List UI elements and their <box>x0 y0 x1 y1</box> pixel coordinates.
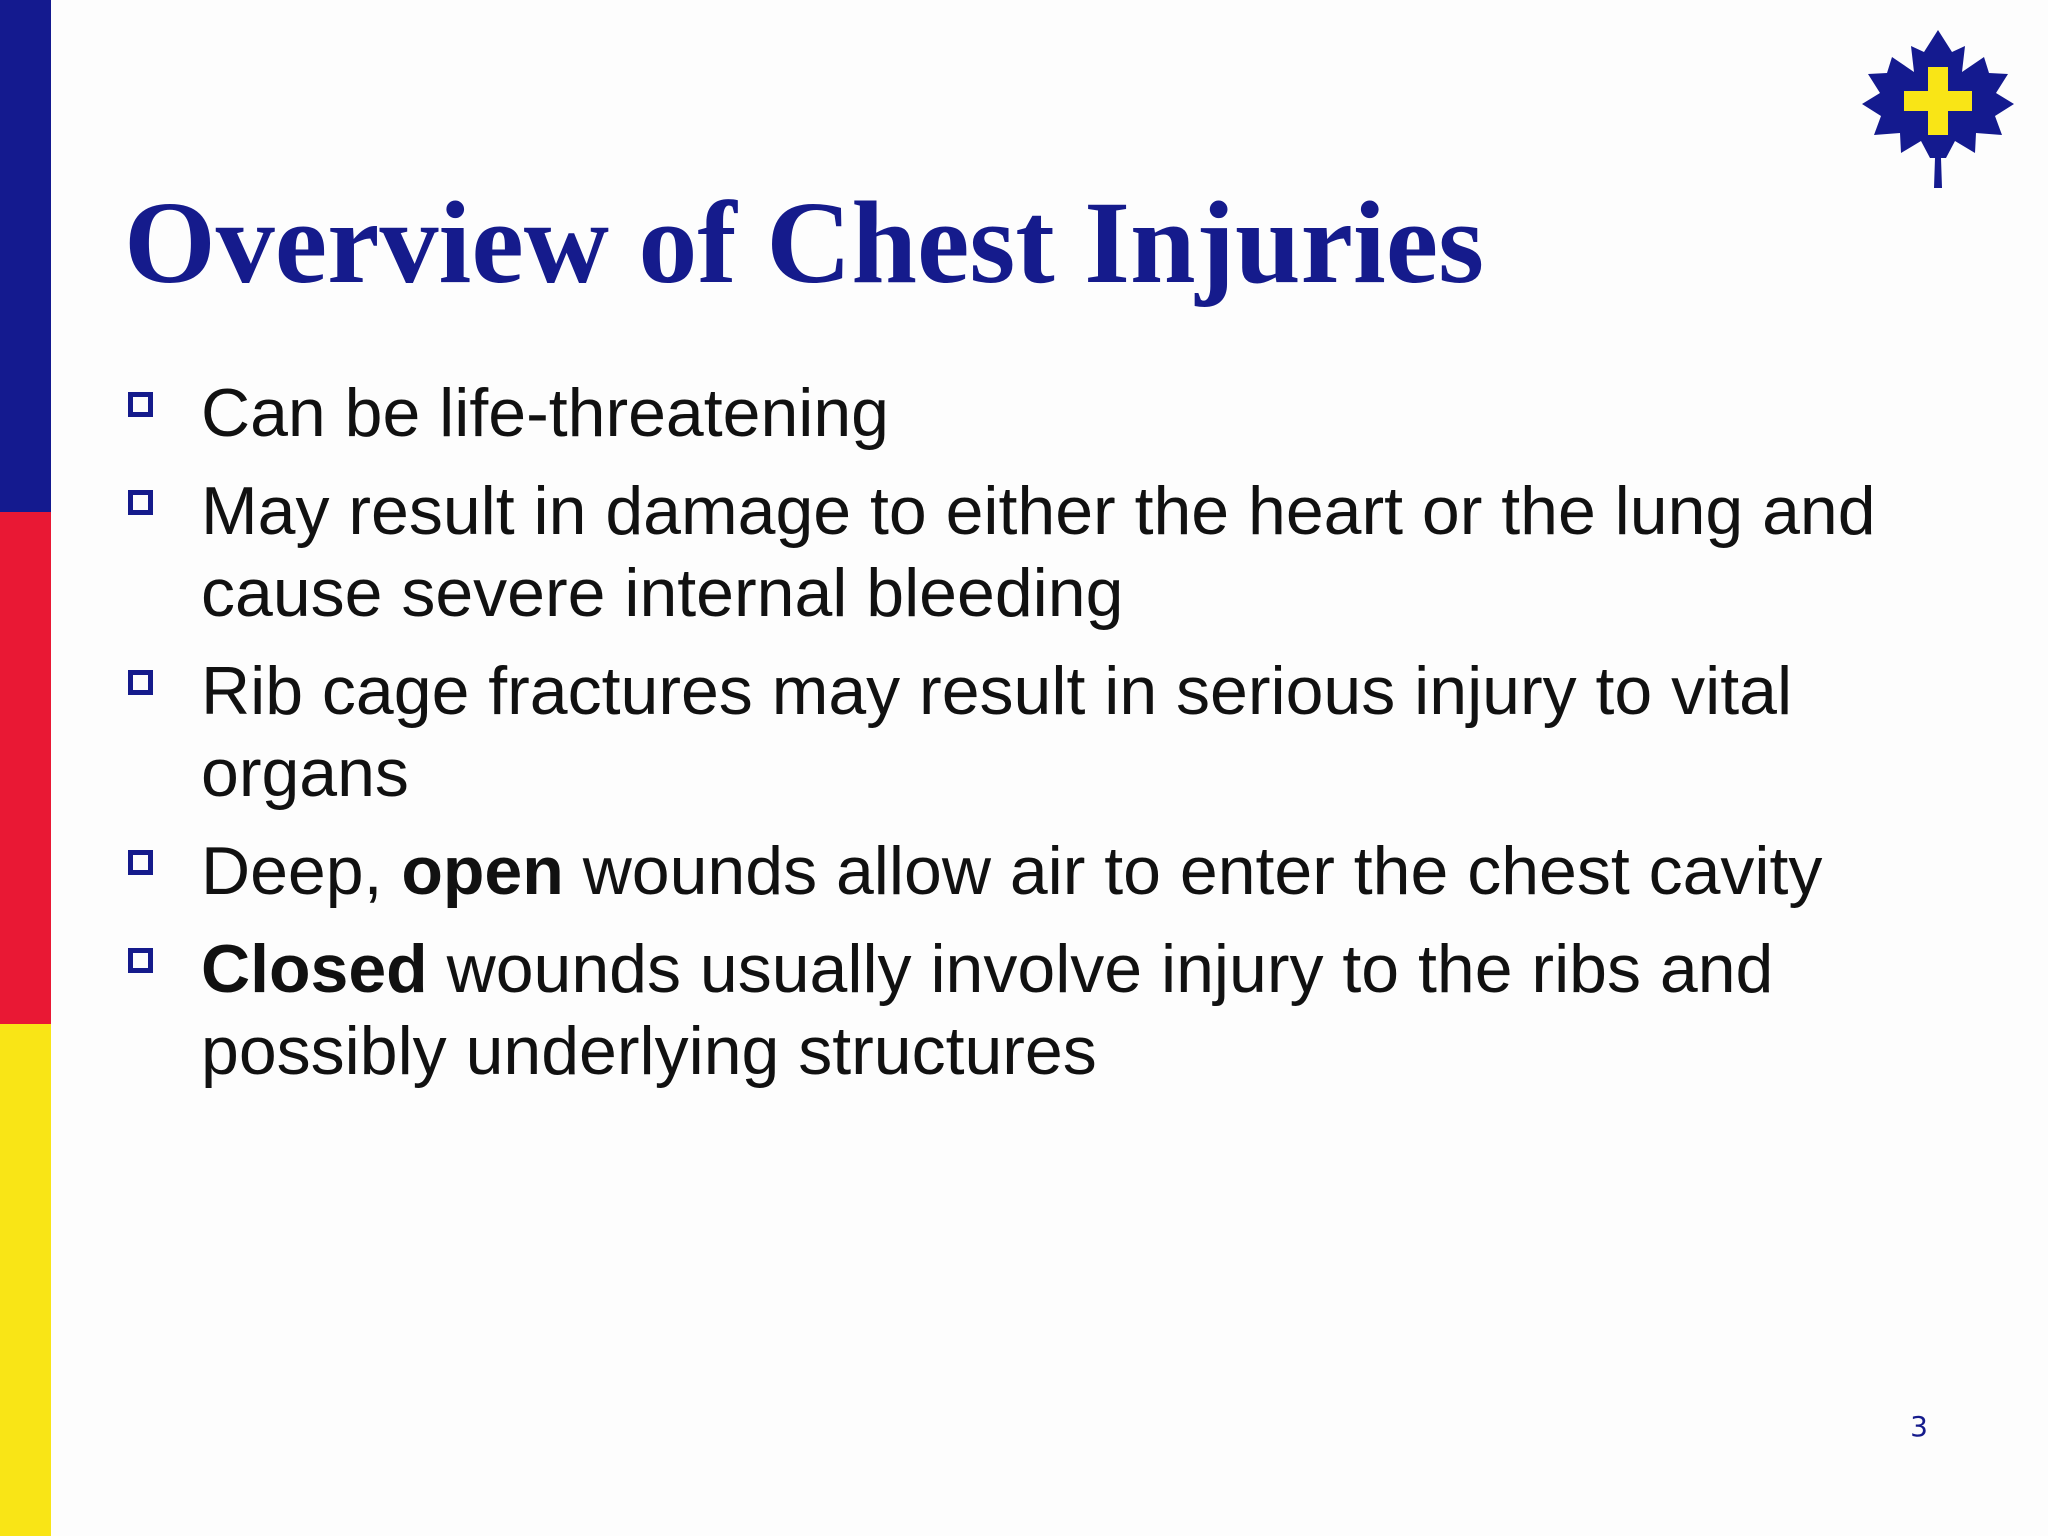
bullet-text-suffix: wounds usually involve injury to the ribs and possibly underlying structures <box>201 931 1774 1089</box>
bullet-text: Rib cage fractures may result in serious injury to vital organs <box>201 653 1793 811</box>
bullet-item <box>128 928 1888 1092</box>
bullet-text-bold: open <box>401 833 564 909</box>
bullet-text-bold: Closed <box>201 931 428 1007</box>
bullet-text <box>201 830 1888 912</box>
hollow-square-bullet-icon <box>128 670 153 695</box>
side-color-bar <box>0 0 51 1536</box>
bullet-item <box>128 650 1888 814</box>
bullet-text-prefix: Deep, <box>201 833 402 909</box>
bullet-item <box>128 372 1888 454</box>
page-number: 3 <box>1910 1410 1928 1443</box>
bullet-text <box>201 928 1888 1092</box>
hollow-square-bullet-icon <box>128 948 153 973</box>
maple-leaf-cross-icon <box>1862 30 2014 188</box>
bullet-text-suffix: wounds allow air to enter the chest cavity <box>563 833 1823 909</box>
slide-title: Overview of Chest Injuries <box>124 177 1485 308</box>
bullet-item <box>128 470 1888 634</box>
hollow-square-bullet-icon <box>128 850 153 875</box>
hollow-square-bullet-icon <box>128 490 153 515</box>
side-bar-blue-segment <box>0 0 51 512</box>
hollow-square-bullet-icon <box>128 392 153 417</box>
side-bar-yellow-segment <box>0 1024 51 1536</box>
bullet-text: Can be life-threatening <box>201 375 890 451</box>
side-bar-red-segment <box>0 512 51 1024</box>
bullet-text: May result in damage to either the heart or the lung and cause severe internal bleeding <box>201 473 1876 631</box>
bullet-item <box>128 830 1888 912</box>
bullet-list <box>128 372 1888 1108</box>
